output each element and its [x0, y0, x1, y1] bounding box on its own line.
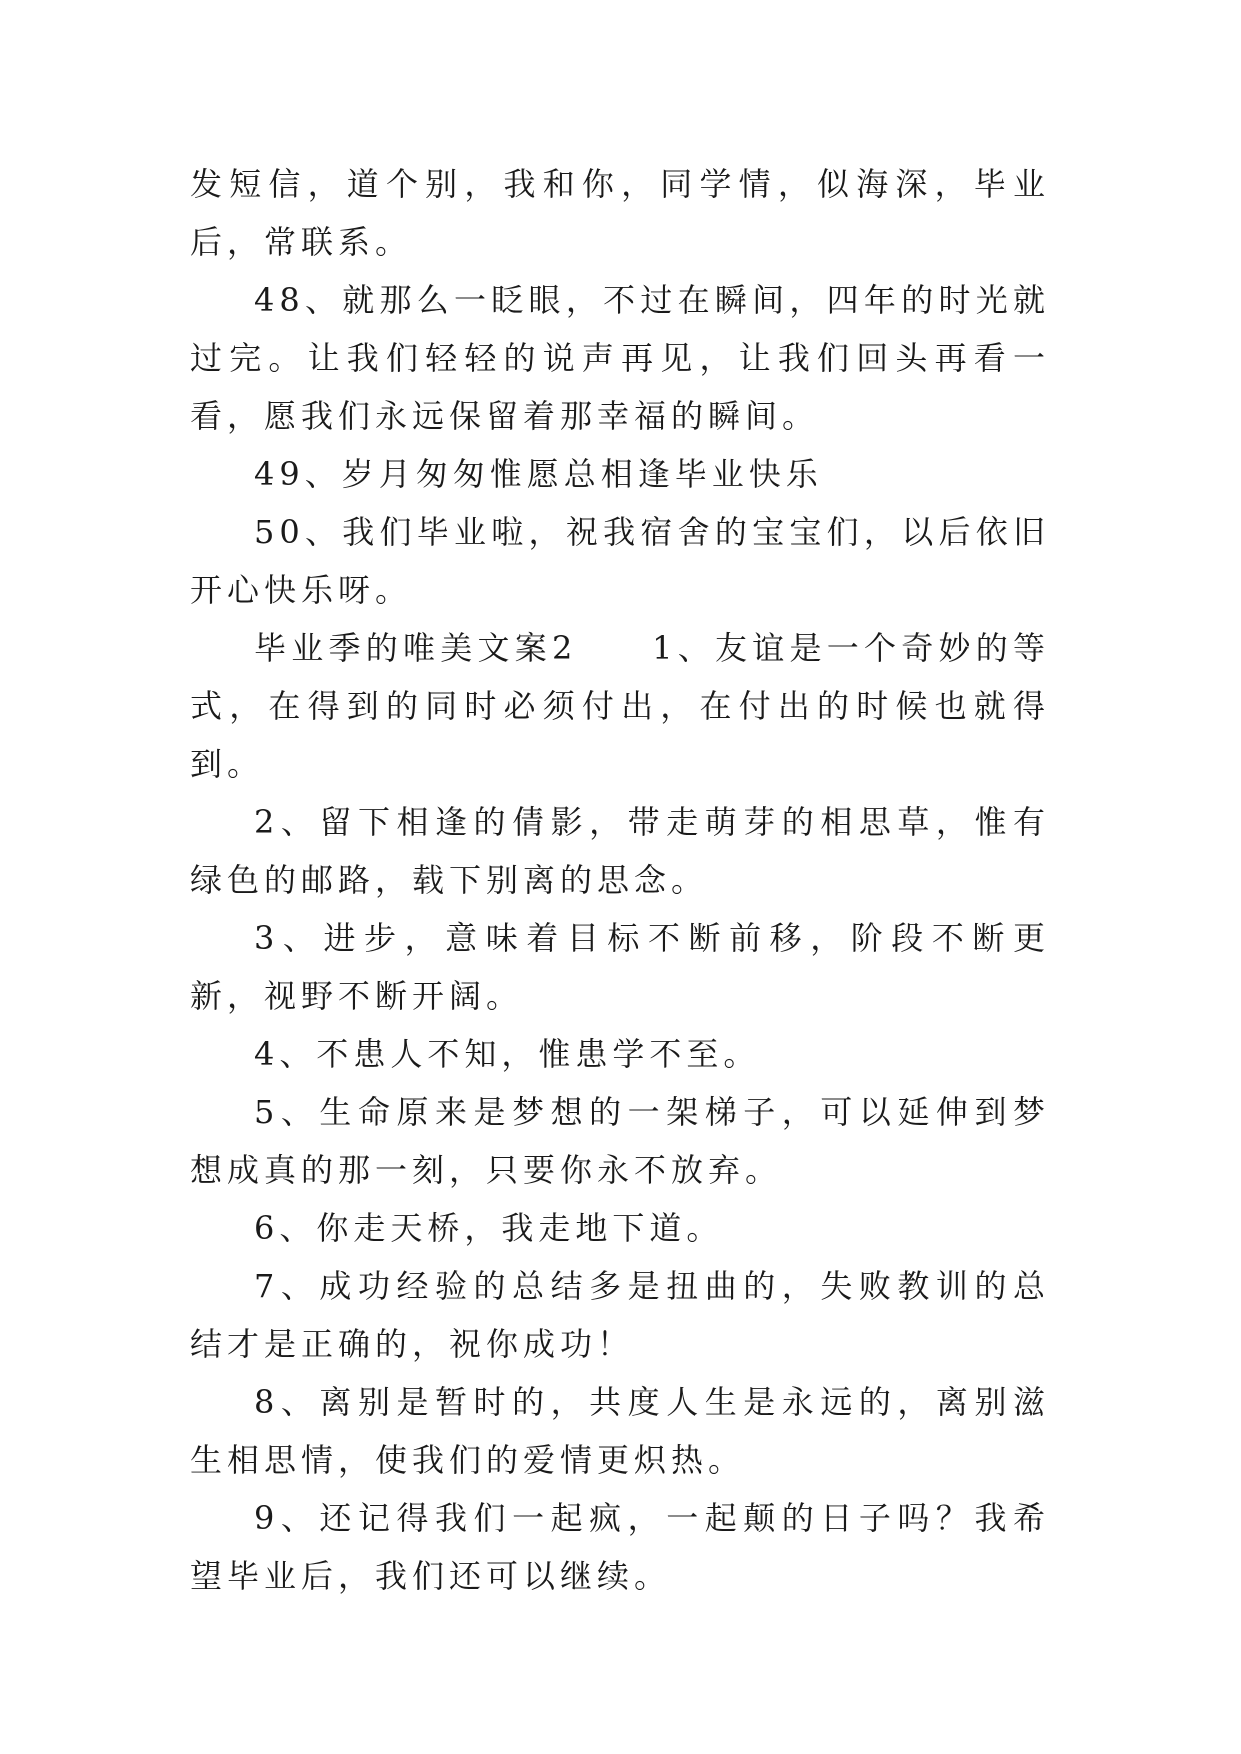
paragraph: 2、留下相逢的倩影，带走萌芽的相思草，惟有绿色的邮路，载下别离的思念。 [190, 803, 1050, 899]
paragraph: 6、你走天桥，我走地下道。 [254, 1209, 724, 1247]
paragraph: 9、还记得我们一起疯，一起颠的日子吗？我希望毕业后，我们还可以继续。 [190, 1499, 1050, 1595]
paragraph: 49、岁月匆匆惟愿总相逢毕业快乐 [254, 455, 823, 493]
paragraph: 5、生命原来是梦想的一架梯子，可以延伸到梦想成真的那一刻，只要你永不放弃。 [190, 1093, 1050, 1189]
paragraph: 8、离别是暂时的，共度人生是永远的，离别滋生相思情，使我们的爱情更炽热。 [190, 1383, 1050, 1479]
paragraph: 发短信，道个别，我和你，同学情，似海深，毕业后，常联系。 [190, 165, 1050, 261]
paragraph: 毕业季的唯美文案2 1、友谊是一个奇妙的等式，在得到的同时必须付出，在付出的时候也就得到。 [190, 629, 1050, 783]
document-body [190, 155, 1050, 1605]
paragraph: 4、不患人不知，惟患学不至。 [254, 1035, 761, 1073]
paragraph: 50、我们毕业啦，祝我宿舍的宝宝们，以后依旧开心快乐呀。 [190, 513, 1050, 609]
paragraph: 7、成功经验的总结多是扭曲的，失败教训的总结才是正确的，祝你成功！ [190, 1267, 1050, 1363]
paragraph: 48、就那么一眨眼，不过在瞬间，四年的时光就过完。让我们轻轻的说声再见，让我们回头再看一看，愿我们永远保留着那幸福的瞬间。 [190, 281, 1050, 435]
paragraph: 3、进步，意味着目标不断前移，阶段不断更新，视野不断开阔。 [190, 919, 1050, 1015]
